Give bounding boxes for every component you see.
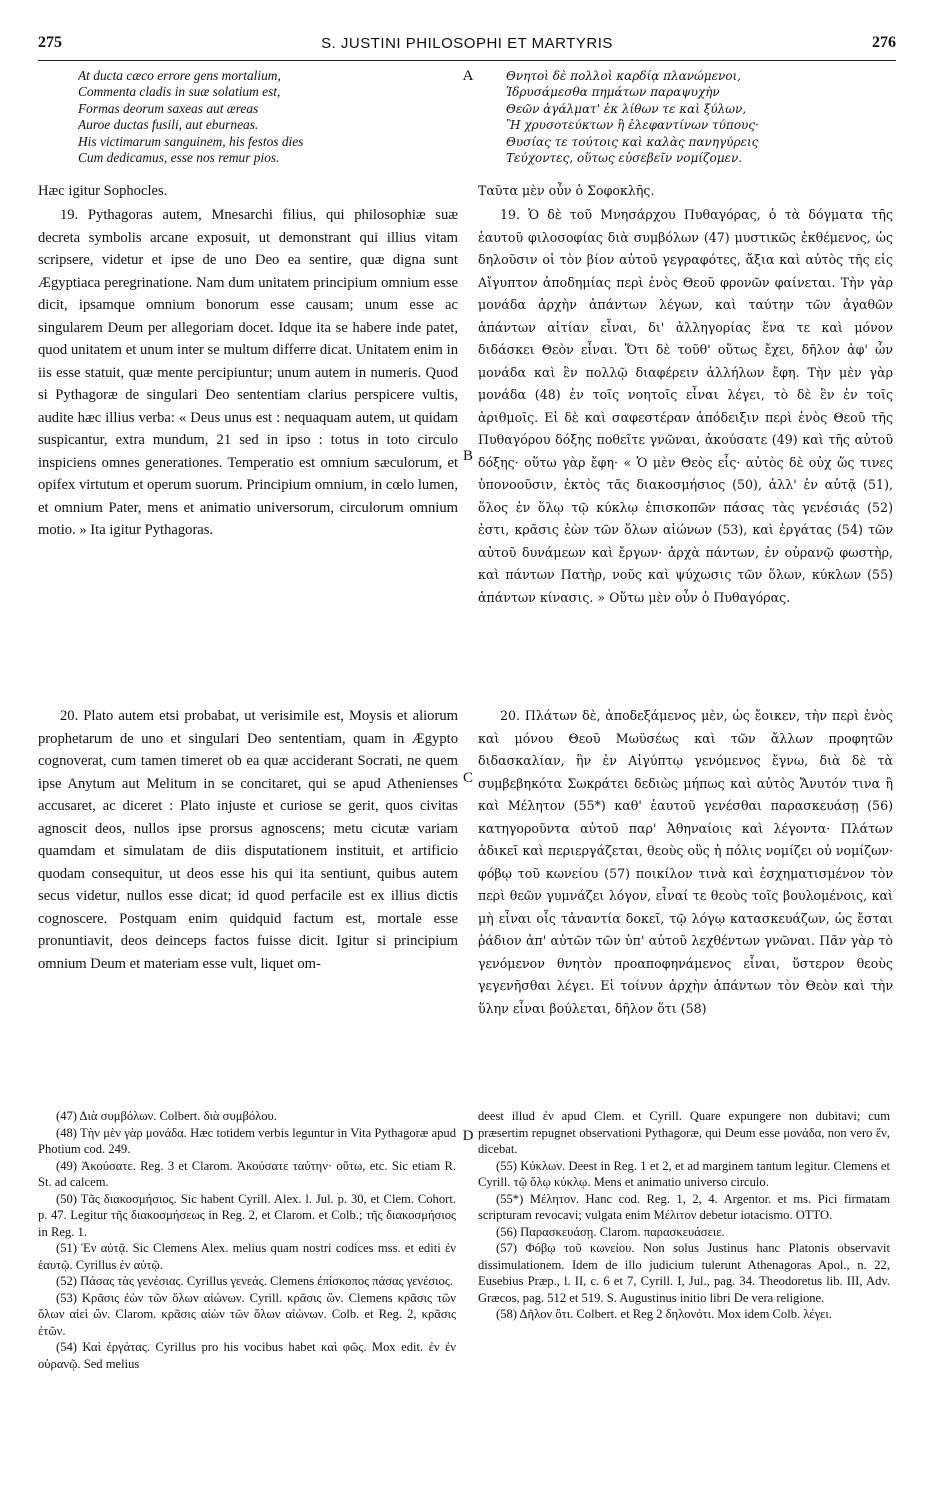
- footnotes-right: [478, 1108, 890, 1323]
- poem-line: Formas deorum saxeas aut æreas: [78, 100, 259, 116]
- poem-line: Ἱδρυσάμεσθα πημάτων παραψυχὴν: [506, 85, 720, 100]
- running-header: [38, 34, 896, 61]
- greek-closing: [478, 180, 893, 206]
- paragraph-20-greek: 20. Πλάτων δὲ, ἀποδεξάμενος μὲν, ὡς ἔοικεν, τὴν περὶ ἑνὸς καὶ μόνου Θεοῦ Μωϋσέως καὶ τῶν ἄλλων προφητῶν διδασκαλίαν, ἣν ἐν Αἰγύπτῳ γενόμενος ἔγνω, διὰ δὲ τὰ συμβεβηκότα Σωκράτει δεδιὼς μήπως καὶ αὐτὸς Ἄνυτόν τινα ἢ καὶ Μέλητον (55*) καθ' ἑαυτοῦ γενέσθαι παρασκευάσῃ (56) κατηγοροῦντα αὐτοῦ παρ' Ἀθηναίοις καὶ λέγοντα· Πλάτων ἀδικεῖ καὶ περιεργάζεται, θεοὺς οὓς ἡ πόλις νομίζει οὐ νομίζων· φόβῳ τοῦ κωνείου (57) ποικίλον τινὰ καὶ ἐσχηματισμένον τὸν περὶ θεῶν γυμνάζει λόγον, εἶναί τε θεοὺς τοῖς βουλομένοις, καὶ μὴ εἶναι οἷς τἀναντία δοκεῖ, τῷ λόγῳ κατασκευάζων, ὡς ἔσται ῥάδιον ἀπ' αὐτῶν τῶν ὑπ' αὐτοῦ λεχθέντων γνῶναι. Πᾶν γὰρ τὸ γενόμενον θνητὸν προαποφηνάμενος εἶναι, ὕστερον θεοὺς γεγενῆσθαι λέγει. Εἰ τοίνυν ἀρχὴν ἁπάντων τὸν Θεὸν καὶ τὴν ὕλην εἶναι βούλεται, δῆλον ὅτι (58): [478, 708, 893, 1016]
- closing-line: Ταῦτα μὲν οὖν ὁ Σοφοκλῆς.: [478, 183, 655, 198]
- latin-section-19: [38, 204, 458, 681]
- footnote: (55*) Μέλητον. Hanc cod. Reg. 1, 2, 4. Argentor. et ms. Pici firmatam scripturam revocavi; vulgata enim Μέλιτον debetur iotacismo. OTTO.: [478, 1191, 890, 1222]
- footnote: (52) Πάσας τὰς γενέσιας. Cyrillus γενεάς. Clemens ἐπίσκοπος πάσας γενέσιος.: [56, 1274, 453, 1288]
- greek-poem: [478, 68, 893, 182]
- poem-line: Auroe ductas fusili, aut eburneas.: [78, 117, 259, 133]
- latin-closing: [38, 180, 458, 206]
- closing-line: Hæc igitur Sophocles.: [38, 183, 168, 199]
- footnote: (57) Φόβῳ τοῦ κωνείου. Non solus Justinus hanc Platonis observavit dissimulationem. Idem de illo judicium tulerunt Athenagoras Apol., n. 22, Eusebius Præp., l. II, c. 6 et 7, Cyrill. I, Jul., pag. 34. Theodoretus lib. III, Adv. Græcos, pag. 512 et 519. S. Augustinus initio libri De vera religione.: [478, 1241, 890, 1305]
- poem-line: Cum dedicamus, esse nos remur pios.: [78, 150, 280, 166]
- poem-line: Commenta cladis in suæ solatium est,: [78, 84, 281, 100]
- poem-line: Θεῶν ἀγάλματ' ἐκ λίθων τε καὶ ξύλων,: [506, 101, 747, 116]
- footnote: deest illud ἐν apud Clem. et Cyrill. Quare expungere non dubitavi; cum præsertim repugnet observationi Pythagoræ, qui Deum esse μονάδα, non vero ἕν, dicebat.: [478, 1109, 890, 1156]
- page-number-left: 275: [38, 34, 62, 51]
- greek-section-20: [478, 705, 893, 1090]
- page-number-right: 276: [872, 34, 896, 51]
- footnote: (55) Κύκλων. Deest in Reg. 1 et 2, et ad marginem tantum legitur. Clemens et Cyrill. τῷ ὅλῳ κύκλῳ. Mens et animatio universo circulo.: [478, 1158, 890, 1189]
- footnote: (56) Παρασκευάσῃ. Clarom. παρασκευάσειε.: [496, 1224, 725, 1239]
- poem-line: Θνητοὶ δὲ πολλοὶ καρδίᾳ πλανώμενοι,: [506, 69, 742, 83]
- footnote: (48) Τὴν μὲν γὰρ μονάδα. Hæc totidem verbis leguntur in Vita Pythagoræ apud Photium cod. 249.: [38, 1125, 456, 1156]
- greek-section-19: [478, 204, 893, 681]
- latin-poem: [38, 68, 458, 182]
- footnotes-left: [38, 1108, 456, 1372]
- paragraph-20-latin: 20. Plato autem etsi probabat, ut verisimile est, Moysis et aliorum prophetarum de uno et singulari Deo sententiam, quam in Ægypto cognoverat, cum tamen timeret ob ea quæ acciderant Socrati, ne quem ipse Anytum aut Melitum in se concitaret, qui se apud Athenienses accusaret, ac diceret : Plato injuste et curiose se gerit, quos civitas agnoscit deos, nullos ipse prorsus agnoscens; metu cicutæ variam quamdam et simulatam de diis disputationem instituit, et artificio quodam consequitur, ut deos esse his qui ita sentiunt, quibus autem secus videtur, nullos esse dicat; id quod perfacile est ex illius dictis cognoscere. Postquam enim quidquid factum est, mortale esse pronuntiavit, deos deinceps factos fuisse dicit. Igitur si principium omnium Deum et materiam esse vult, liquet om-: [38, 708, 458, 972]
- paragraph-19-greek: 19. Ὁ δὲ τοῦ Μνησάρχου Πυθαγόρας, ὁ τὰ δόγματα τῆς ἑαυτοῦ φιλοσοφίας διὰ συμβόλων (47) μυστικῶς ἐκθέμενος, ὡς δηλοῦσιν οἱ τὸν βίον αὐτοῦ γεγραφότες, ἄξια καὶ αὐτὸς τῆς εἰς Αἴγυπτον ἀποδημίας περὶ ἑνὸς Θεοῦ φρονῶν φαίνεται. Τὴν γὰρ μονάδα ἀρχὴν ἁπάντων λέγων, καὶ ταύτην τῶν ἀγαθῶν ἁπάντων αἰτίαν εἶναι, δι' ἀλληγορίας ἕνα τε καὶ μόνον διδάσκει Θεὸν εἶναι. Ὅτι δὲ τοῦθ' οὕτως ἔχει, δῆλον ἀφ' ὧν μονάδα καὶ ἓν πολλῷ διαφέρειν ἀλλήλων ἔφη. Τὴν μὲν γὰρ μονάδα (48) ἐν τοῖς νοητοῖς εἶναι λέγει, τὸ δὲ ἓν ἐν τοῖς ἀριθμοῖς. Εἰ δὲ καὶ σαφεστέραν ἀπόδειξιν περὶ ἑνὸς Θεοῦ τῆς Πυθαγόρου δόξης ποθεῖτε γνῶναι, ἀκούσατε (49) καὶ τῆς αὐτοῦ δόξης· οὕτω γὰρ ἔφη· « Ὁ μὲν Θεὸς εἷς· αὐτὸς δὲ οὐχ ὥς τινες ὑπονοοῦσιν, ἐκτὸς τᾶς διακοσμήσιος (50), ἀλλ' ἐν αὐτᾷ (51), ὅλος ἐν ὅλῳ τῷ κύκλῳ ἐπισκοπῶν πάσας τὰς γενέσιάς (52) ἐστι, κρᾶσις ἐὼν τῶν ὅλων αἰώνων (53), καὶ ἐργάτας (54) τῶν αὐτοῦ δυνάμεων καὶ ἔργων· ἀρχὰ πάντων, ἐν οὐρανῷ φωστὴρ, καὶ πάντων Πατὴρ, νοῦς καὶ ψύχωσις τῶν ὅλων, κύκλων (55) ἁπάντων κίνασις. » Οὕτω μὲν οὖν ὁ Πυθαγόρας.: [478, 207, 893, 605]
- footnote: (47) Διὰ συμβόλων. Colbert. διὰ συμβόλου.: [56, 1109, 277, 1123]
- poem-line: Ἢ χρυσοτεύκτων ἢ ἐλεφαντίνων τύπους·: [506, 118, 759, 133]
- poem-line: Θυσίας τε τούτοις καὶ καλὰς πανηγύρεις: [506, 134, 759, 149]
- paragraph-19-latin: 19. Pythagoras autem, Mnesarchi filius, qui philosophiæ suæ decreta symbolis arcane exposuit, ut demonstrant qui illius vitam scripsere, videtur et ipse de uno Deo ea sentire, quæ digna sunt Ægyptiaca peregrinatione. Nam dum unitatem principium omnium esse dicit, ipsamque omnium bonorum esse causam; unum esse ac singularem Deum per allegoriam docet. Idque ita se habere inde patet, quod unitatem et unum inter se multum differre dicat. Unitatem enim in iis esse statuit, quæ mente percipiuntur; unum autem in numeris. Quod si Pythagoræ de singulari Deo sententiam clarius perspicere vultis, audite hæc illius verba: « Deus unus est : nequaquam autem, ut quidam suspicantur, extra mundum, 21 sed in ipso : totus in toto circulo inspiciens omnes generationes. Temperatio est omnium sæculorum, et opifex virtutum et operum suorum. Principium omnium, in cœlo lumen, et omnium Pater, mens et animatio universorum, circulorum omnium motio. » Ita igitur Pythagoras.: [38, 207, 458, 538]
- poem-line: At ducta cæco errore gens mortalium,: [78, 68, 281, 83]
- margin-mark-b: B: [462, 448, 473, 464]
- latin-section-20: [38, 705, 458, 1090]
- margin-mark-a: A: [462, 68, 474, 84]
- footnote: (54) Καὶ ἐργάτας. Cyrillus pro his vocibus habet καὶ φῶς. Mox edit. ἐν ἐν οὐρανῷ. Sed melius: [38, 1340, 456, 1371]
- footnote: (58) Δῆλον ὅτι. Colbert. et Reg 2 δηλονότι. Mox idem Colb. λέγει.: [496, 1307, 832, 1321]
- footnote: (53) Κρᾶσις ἐὼν τῶν ὅλων αἰώνων. Cyrill. κρᾶσις ὢν. Clemens κρᾶσις τῶν ὅλων αἰεὶ ὤν. Clarom. κρᾶσις αἰὼν τῶν ὅλων αἰώνων. Colb. et Reg. 2, κρᾶσις ἐτῶν.: [38, 1290, 456, 1338]
- footnote: (49) Ἀκούσατε. Reg. 3 et Clarom. Ἀκούσατε ταύτην· οὕτω, etc. Sic etiam R. St. ad calcem.: [38, 1158, 456, 1189]
- running-title: S. JUSTINI PHILOSOPHI ET MARTYRIS: [321, 35, 613, 52]
- poem-line: His victimarum sanguinem, his festos dies: [78, 133, 304, 149]
- footnote: (50) Τᾶς διακοσμήσιος. Sic habent Cyrill. Alex. l. Jul. p. 30, et Clem. Cohort. p. 47. Legitur τῆς διακοσμήσεως in Reg. 2, et Clarom. et Colb.; τῆς διακοσμήσιος in Reg. 1.: [38, 1191, 456, 1239]
- footnote: (51) Ἐν αὐτᾷ. Sic Clemens Alex. melius quam nostri codices mss. et editi ἐν ἑαυτῷ. Cyrillus ἐν αὐτῷ.: [38, 1241, 456, 1272]
- poem-line: Τεύχοντες, οὕτως εὐσεβεῖν νομίζομεν.: [506, 151, 743, 166]
- margin-mark-c: C: [462, 770, 473, 786]
- margin-mark-d: D: [462, 1128, 474, 1144]
